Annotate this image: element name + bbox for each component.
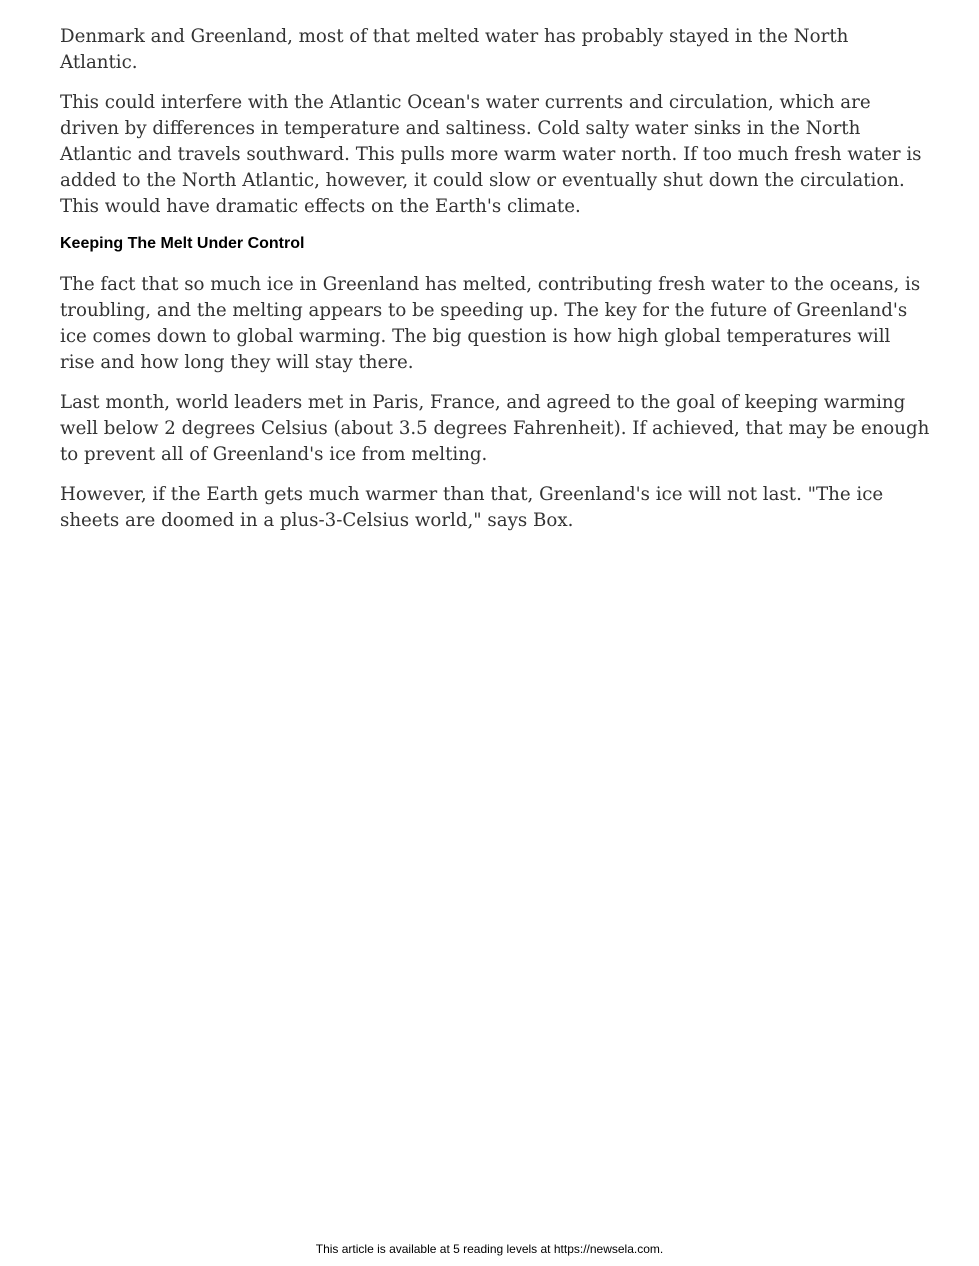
footer-note: This article is available at 5 reading levels at https://newsela.com. — [315, 1242, 664, 1256]
paragraph-global-warming: The fact that so much ice in Greenland has melted, contributing fresh water to the oceans, is troubling, and the melting appears to be speeding up. The key for the future of Greenland's ice comes down to global warming. The big question is how high global temperatures will rise and how long they will stay there. — [60, 274, 921, 373]
paragraph-box-quote: However, if the Earth gets much warmer than that, Greenland's ice will not last. "The ice sheets are doomed in a plus-3-Celsius world," says Box. — [60, 484, 884, 531]
section-heading: Keeping The Melt Under Control — [60, 235, 305, 252]
paragraph-continued: Denmark and Greenland, most of that melted water has probably stayed in the North Atlantic. — [60, 26, 849, 73]
paragraph-paris-agreement: Last month, world leaders met in Paris, France, and agreed to the goal of keeping warming well below 2 degrees Celsius (about 3.5 degrees Fahrenheit). If achieved, that may be enough to prevent all of Greenland's ice from melting. — [60, 392, 930, 465]
article-body — [60, 24, 930, 548]
paragraph-ocean-circulation: This could interfere with the Atlantic Ocean's water currents and circulation, which are driven by differences in temperature and saltiness. Cold salty water sinks in the North Atlantic and travels southward. This pulls more warm water north. If too much fresh water is added to the North Atlantic, however, it could slow or eventually shut down the circulation. This would have dramatic effects on the Earth's climate. — [60, 92, 922, 217]
